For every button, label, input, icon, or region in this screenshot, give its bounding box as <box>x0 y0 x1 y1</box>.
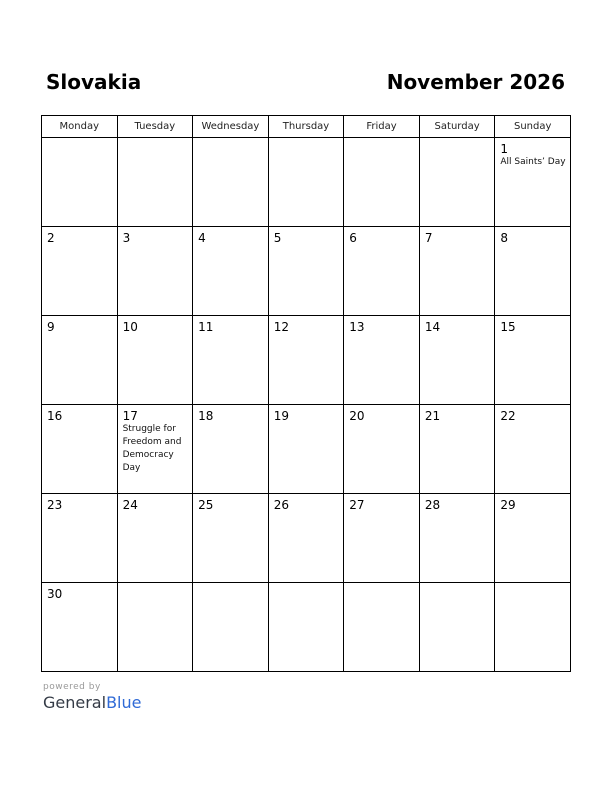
day-cell <box>117 316 193 405</box>
day-cell <box>117 405 193 494</box>
day-cell <box>193 494 269 583</box>
day-number: 29 <box>500 498 516 512</box>
day-cell <box>268 494 344 583</box>
day-cell <box>268 405 344 494</box>
day-cell <box>344 494 420 583</box>
week-row <box>42 405 571 494</box>
day-cell <box>344 227 420 316</box>
weekday-header: Saturday <box>419 116 495 138</box>
day-cell <box>42 316 118 405</box>
day-cell <box>42 227 118 316</box>
day-number: 16 <box>47 409 63 423</box>
day-number: 17 <box>122 409 138 423</box>
generalblue-logo[interactable] <box>43 693 141 712</box>
day-number: 23 <box>47 498 63 512</box>
week-row <box>42 316 571 405</box>
day-number: 6 <box>349 231 357 245</box>
day-number: 10 <box>122 320 138 334</box>
day-cell <box>344 583 420 672</box>
weekday-header: Tuesday <box>117 116 193 138</box>
day-cell <box>344 138 420 227</box>
day-cell <box>419 494 495 583</box>
day-cell <box>193 583 269 672</box>
day-cell <box>268 138 344 227</box>
day-number <box>495 583 570 587</box>
day-number <box>420 138 495 142</box>
day-cell <box>419 316 495 405</box>
day-cell <box>42 494 118 583</box>
day-number: 20 <box>349 409 365 423</box>
day-number <box>269 138 344 142</box>
weekday-header: Sunday <box>495 116 571 138</box>
day-number: 14 <box>424 320 441 334</box>
day-number: 25 <box>198 498 214 512</box>
day-number: 8 <box>500 231 509 245</box>
day-cell <box>419 227 495 316</box>
week-row <box>42 138 571 227</box>
holiday-label: All Saints’ Day <box>500 157 566 167</box>
day-number <box>193 138 268 142</box>
day-number: 18 <box>198 409 214 423</box>
day-cell <box>193 316 269 405</box>
day-number: 12 <box>273 320 289 334</box>
day-number: 5 <box>273 231 282 245</box>
day-number: 21 <box>424 409 441 423</box>
generalblue-branding[interactable] <box>43 682 141 712</box>
day-cell <box>419 405 495 494</box>
week-row <box>42 227 571 316</box>
day-number: 1 <box>500 142 509 156</box>
calendar-header <box>41 70 571 100</box>
day-number <box>420 583 495 587</box>
day-number <box>344 138 419 142</box>
month-title: November 2026 <box>386 70 565 94</box>
day-number: 11 <box>198 320 214 334</box>
day-number: 13 <box>349 320 365 334</box>
day-number <box>193 583 268 587</box>
week-row <box>42 583 571 672</box>
day-number: 26 <box>273 498 289 512</box>
weekday-header: Monday <box>42 116 118 138</box>
day-cell <box>344 316 420 405</box>
day-cell <box>495 138 571 227</box>
day-number: 15 <box>500 320 516 334</box>
day-number: 22 <box>500 409 516 423</box>
day-number <box>269 583 344 587</box>
calendar-grid <box>41 115 571 672</box>
day-cell <box>117 138 193 227</box>
holiday-label: Struggle for Freedom and Democracy Day <box>122 424 182 473</box>
powered-by-text: powered by <box>43 682 101 692</box>
weekday-header: Thursday <box>268 116 344 138</box>
day-number: 2 <box>47 231 55 245</box>
day-cell <box>117 583 193 672</box>
day-cell <box>117 494 193 583</box>
day-number <box>118 138 193 142</box>
day-cell <box>42 405 118 494</box>
day-cell <box>495 227 571 316</box>
day-number: 24 <box>122 498 138 512</box>
day-number: 7 <box>424 231 433 245</box>
day-cell <box>495 316 571 405</box>
day-cell <box>193 138 269 227</box>
day-number: 27 <box>349 498 365 512</box>
day-cell <box>495 494 571 583</box>
day-number: 4 <box>198 231 206 245</box>
day-cell <box>495 583 571 672</box>
day-cell <box>42 583 118 672</box>
day-number: 3 <box>122 231 131 245</box>
weekday-header: Friday <box>344 116 420 138</box>
weekday-header-row <box>42 116 571 138</box>
logo-blue-text: Blue <box>106 693 142 712</box>
day-number <box>344 583 419 587</box>
day-cell <box>268 583 344 672</box>
day-number: 19 <box>273 409 289 423</box>
logo-general-text: General <box>43 693 107 712</box>
day-cell <box>495 405 571 494</box>
day-number <box>42 138 117 142</box>
week-row <box>42 494 571 583</box>
day-cell <box>344 405 420 494</box>
day-number: 30 <box>47 587 63 601</box>
day-cell <box>268 316 344 405</box>
weekday-header: Wednesday <box>193 116 269 138</box>
day-cell <box>268 227 344 316</box>
day-number: 9 <box>47 320 55 334</box>
day-cell <box>419 138 495 227</box>
day-cell <box>42 138 118 227</box>
day-cell <box>419 583 495 672</box>
day-cell <box>117 227 193 316</box>
day-number: 28 <box>424 498 441 512</box>
country-title: Slovakia <box>46 70 142 94</box>
day-cell <box>193 405 269 494</box>
day-number <box>118 583 193 587</box>
day-cell <box>193 227 269 316</box>
